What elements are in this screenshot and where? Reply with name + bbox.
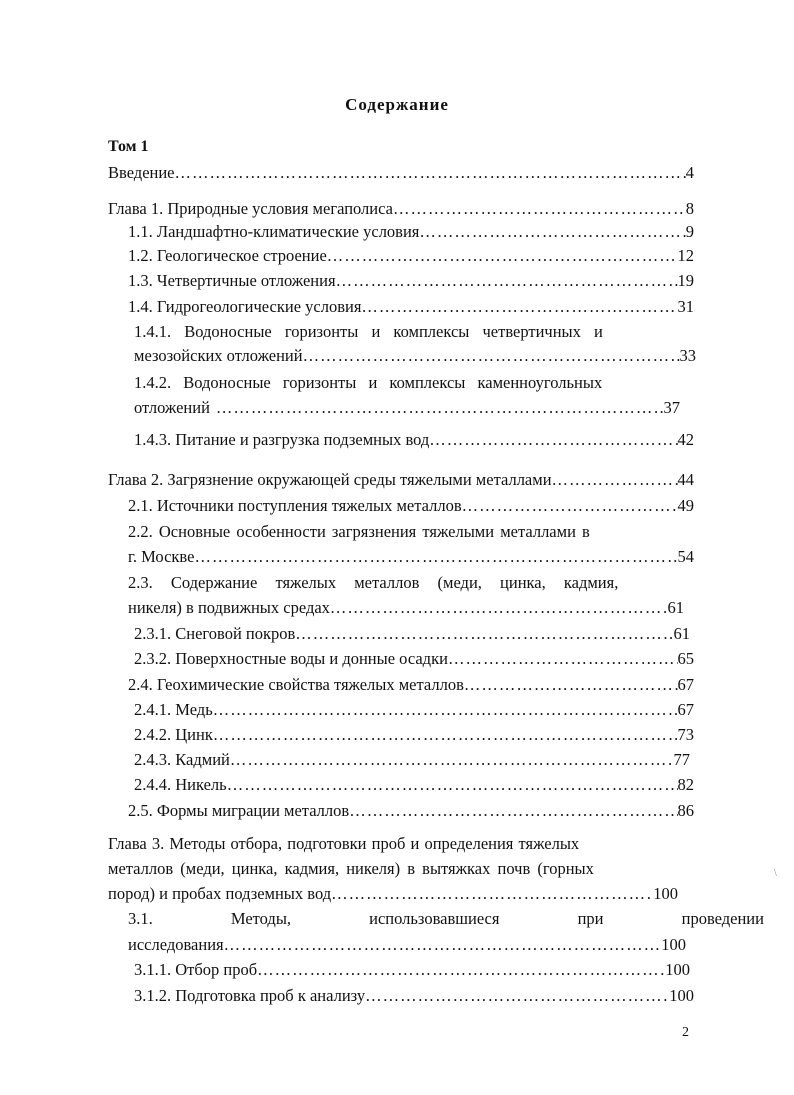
toc-entry-text: отложений xyxy=(134,398,210,417)
toc-entry-line1[interactable] xyxy=(108,831,696,857)
toc-entry-page: 86 xyxy=(677,801,694,820)
toc-entry[interactable] xyxy=(128,493,694,519)
toc-entry-page: 67 xyxy=(677,675,694,694)
toc-entry-line1[interactable] xyxy=(108,856,696,882)
toc-entry-line1[interactable] xyxy=(134,370,696,396)
toc-entry-page: 61 xyxy=(673,624,690,643)
toc-entry-text: 2.4.4. Никель xyxy=(134,775,227,794)
toc-entry-text: Глава 3. Методы отбора, подготовки проб и определения тяжелых xyxy=(108,834,580,853)
toc-entry-text: 2.1. Источники поступления тяжелых металлов xyxy=(128,496,462,515)
toc-entry-text: г. Москве xyxy=(128,547,195,566)
toc-entry-text: 2.4.3. Кадмий xyxy=(134,750,230,769)
toc-entry-text: 1.3. Четвертичные отложения xyxy=(128,271,336,290)
leader-dots xyxy=(224,932,662,958)
leader-dots xyxy=(336,268,678,294)
toc-entry[interactable] xyxy=(128,595,684,621)
page-title: Содержание xyxy=(345,95,449,114)
toc-entry[interactable] xyxy=(108,467,694,493)
toc-entry-page: 42 xyxy=(677,430,694,449)
toc-entry-page: 44 xyxy=(677,470,694,489)
leader-dots xyxy=(365,983,669,1009)
toc-entry-page: 9 xyxy=(685,222,694,241)
toc-entry-text: мезозойских отложений xyxy=(134,346,303,365)
toc-entry-page: 4 xyxy=(685,163,694,182)
toc-entry-text: Глава 1. Природные условия мегаполиса xyxy=(108,199,393,218)
toc-entry-text: 2.4.1. Медь xyxy=(134,700,213,719)
leader-dots xyxy=(213,722,678,748)
toc-entry[interactable] xyxy=(128,672,694,698)
toc-entry-text: 3.1. Методы, использовавшиеся при проведении xyxy=(128,909,764,928)
toc-entry-text: 2.3.2. Поверхностные воды и донные осадки xyxy=(134,649,448,668)
page-number: 2 xyxy=(682,1025,689,1040)
toc-entry-text: 1.4.2. Водоносные горизонты и комплексы каменноугольных xyxy=(134,373,603,392)
toc-entry-page: 77 xyxy=(673,750,690,769)
toc-entry-text: Введение xyxy=(108,163,175,182)
toc-entry-line1[interactable] xyxy=(134,319,696,345)
toc-entry-line1[interactable] xyxy=(128,906,764,932)
leader-dots xyxy=(349,798,677,824)
leader-dots xyxy=(552,467,678,493)
toc-entry-page: 73 xyxy=(677,725,694,744)
toc-entry-text: 1.4.3. Питание и разгрузка подземных вод xyxy=(134,430,430,449)
toc-entry-text: пород) и пробах подземных вод xyxy=(108,884,332,903)
leader-dots xyxy=(295,621,673,647)
toc-entry-page: 8 xyxy=(685,199,694,218)
toc-entry[interactable] xyxy=(134,957,690,983)
toc-entry-text: 2.3.1. Снеговой покров xyxy=(134,624,296,643)
toc-entry-text: 3.1.2. Подготовка проб к анализу xyxy=(134,986,366,1005)
toc-entry[interactable] xyxy=(108,160,694,186)
volume-heading: Том 1 xyxy=(108,138,149,155)
toc-entry[interactable] xyxy=(128,798,694,824)
toc-entry-page: 82 xyxy=(677,775,694,794)
toc-entry[interactable] xyxy=(108,881,678,907)
leader-dots xyxy=(216,395,664,421)
leader-dots xyxy=(227,772,678,798)
toc-entry-page: 31 xyxy=(677,297,694,316)
toc-entry-text: никеля) в подвижных средах xyxy=(128,598,330,617)
leader-dots xyxy=(257,957,665,983)
leader-dots xyxy=(213,697,678,723)
leader-dots xyxy=(464,672,678,698)
leader-dots xyxy=(331,881,653,907)
toc-entry-page: 100 xyxy=(665,960,690,979)
toc-entry-page: 12 xyxy=(677,246,694,265)
toc-entry[interactable] xyxy=(134,983,694,1009)
toc-entry-page: 67 xyxy=(677,700,694,719)
toc-entry-line1[interactable] xyxy=(128,519,696,545)
leader-dots xyxy=(448,646,678,672)
toc-entry-text: исследования xyxy=(128,935,224,954)
leader-dots xyxy=(175,160,686,186)
toc-entry[interactable] xyxy=(134,427,694,453)
toc-entry-page: 54 xyxy=(677,547,694,566)
toc-entry-text: 1.1. Ландшафтно-климатические условия xyxy=(128,222,420,241)
toc-entry-text: 2.4.2. Цинк xyxy=(134,725,213,744)
toc-entry-text: 1.4. Гидрогеологические условия xyxy=(128,297,362,316)
toc-entry[interactable] xyxy=(128,294,694,320)
toc-entry[interactable] xyxy=(128,932,686,958)
toc-entry-text: 2.2. Основные особенности загрязнения тяжелыми металлами в xyxy=(128,522,590,541)
toc-entry[interactable] xyxy=(128,544,694,570)
toc-entry[interactable] xyxy=(128,243,694,269)
leader-dots xyxy=(303,343,680,369)
leader-dots xyxy=(429,427,677,453)
toc-entry-page: 61 xyxy=(667,598,684,617)
toc-entry-line1[interactable] xyxy=(128,570,696,596)
leader-dots xyxy=(361,294,677,320)
toc-entry[interactable] xyxy=(134,722,694,748)
toc-entry-text: металлов (меди, цинка, кадмия, никеля) в вытяжках почв (горных xyxy=(108,859,594,878)
leader-dots xyxy=(194,544,677,570)
toc-entry-page: 100 xyxy=(653,884,678,903)
toc-entry[interactable] xyxy=(128,219,694,245)
toc-entry-text: 1.2. Геологическое строение xyxy=(128,246,327,265)
toc-entry-text: 2.4. Геохимические свойства тяжелых металлов xyxy=(128,675,464,694)
leader-dots xyxy=(462,493,678,519)
toc-entry[interactable] xyxy=(128,268,694,294)
toc-entry-page: 65 xyxy=(677,649,694,668)
toc-entry-page: 19 xyxy=(677,271,694,290)
toc-entry[interactable] xyxy=(134,697,694,723)
leader-dots xyxy=(230,747,674,773)
toc-entry-text: 2.3. Содержание тяжелых металлов (меди, цинка, кадмия, xyxy=(128,573,619,592)
toc-entry[interactable] xyxy=(134,621,690,647)
toc-entry[interactable] xyxy=(134,747,690,773)
toc-entry-page: 49 xyxy=(677,496,694,515)
margin-mark: \ xyxy=(774,868,777,879)
leader-dots xyxy=(419,219,685,245)
toc-entry[interactable] xyxy=(134,646,694,672)
toc-entry-page: 37 xyxy=(663,398,680,417)
toc-entry[interactable] xyxy=(134,343,696,369)
toc-entry-text: 2.5. Формы миграции металлов xyxy=(128,801,350,820)
toc-entry-text: 3.1.1. Отбор проб xyxy=(134,960,258,979)
leader-dots xyxy=(327,243,678,269)
toc-entry-page: 100 xyxy=(669,986,694,1005)
toc-entry[interactable] xyxy=(134,772,694,798)
toc-entry[interactable] xyxy=(134,395,680,421)
toc-entry-page: 33 xyxy=(679,346,696,365)
toc-entry-page: 100 xyxy=(661,935,686,954)
toc-entry-text: 1.4.1. Водоносные горизонты и комплексы четвертичных и xyxy=(134,322,603,341)
leader-dots xyxy=(330,595,668,621)
toc-entry-text: Глава 2. Загрязнение окружающей среды тяжелыми металлами xyxy=(108,470,552,489)
